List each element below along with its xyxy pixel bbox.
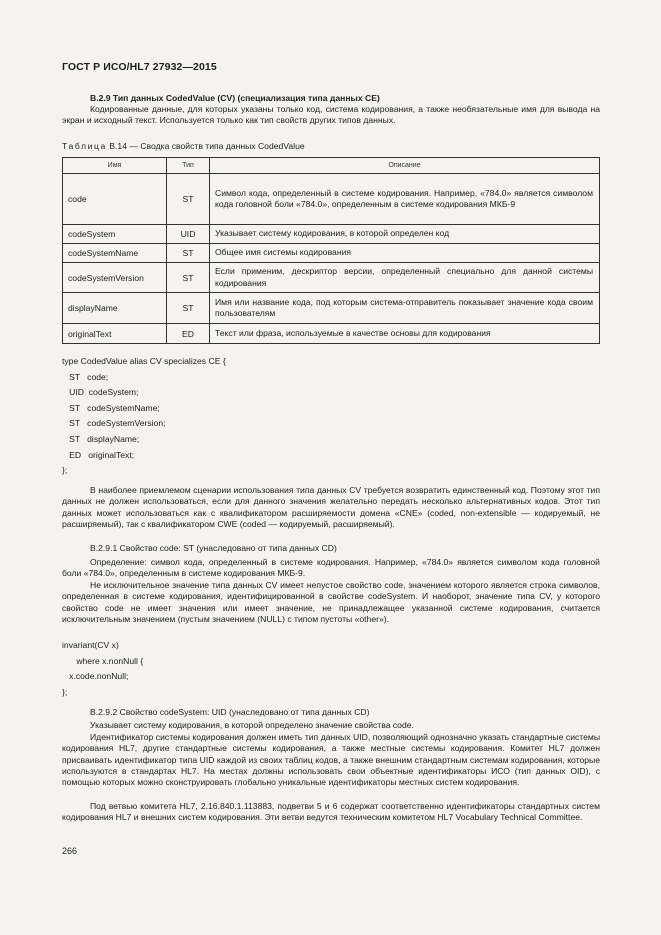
caption-prefix: Таблица: [62, 141, 107, 151]
section-intro: Кодированные данные, для которых указаны только код, система кодирования, а также необязательные имя для вывода на экран и исходный текст. Используется только как тип свойств других типов данных.: [62, 104, 600, 126]
code-line: UID codeSystem;: [62, 387, 139, 398]
paragraph: Под ветвью комитета HL7, 2.16.840.1.113883, подветви 5 и 6 содержат соответственно идентификаторы стандартных систем кодирования HL7 и внешних систем кодирования. Эти ветви ведутся техническим комитетом HL7 Vocabulary Technical Committee.: [62, 801, 600, 823]
col-header-description: Описание: [210, 158, 600, 174]
cell-description: Указывает систему кодирования, в которой определен код: [210, 225, 600, 244]
cell-description: Текст или фраза, используемые в качестве основы для кодирования: [210, 324, 600, 344]
code-block-type-definition: [62, 354, 226, 479]
code-line: invariant(CV x): [62, 640, 119, 650]
cell-type: UID: [167, 225, 210, 244]
cell-name: codeSystem: [63, 225, 167, 244]
code-line: x.code.nonNull;: [62, 671, 129, 682]
table-row: [63, 324, 600, 344]
cell-type: ED: [167, 324, 210, 344]
paragraph: Определение: символ кода, определенный в системе кодирования. Например, «784.0» является символом кода головной боли «784.0», определенным в системе кодирования МКБ-9.: [62, 557, 600, 579]
code-line: type CodedValue alias CV specializes CE {: [62, 356, 226, 366]
page-number: 266: [62, 846, 78, 856]
table-row: [63, 263, 600, 293]
code-block-invariant: [62, 638, 143, 700]
cell-name: originalText: [63, 324, 167, 344]
code-line: ST codeSystemVersion;: [62, 418, 166, 429]
cell-type: ST: [167, 263, 210, 293]
code-line: ST codeSystemName;: [62, 402, 160, 413]
cell-description: Символ кода, определенный в системе кодирования. Например, «784.0» является символом кода головной боли «784.0», определенным в системе кодирования МКБ-9: [210, 174, 600, 225]
caption-text: В.14 — Сводка свойств типа данных CodedValue: [106, 141, 305, 151]
cell-type: ST: [167, 174, 210, 225]
col-header-name: Имя: [63, 158, 167, 174]
cell-name: code: [63, 174, 167, 225]
code-line: ED originalText;: [62, 449, 135, 460]
col-header-type: Тип: [167, 158, 210, 174]
table-row: [63, 293, 600, 324]
cell-name: displayName: [63, 293, 167, 324]
properties-table: [62, 157, 600, 344]
cell-description: Общее имя системы кодирования: [210, 244, 600, 263]
cell-name: codeSystemName: [63, 244, 167, 263]
paragraph: Указывает систему кодирования, в которой определено значение свойства code.: [90, 720, 414, 730]
code-line: };: [62, 465, 68, 476]
code-line: ST code;: [62, 371, 109, 382]
document-header: ГОСТ Р ИСО/HL7 27932—2015: [62, 61, 217, 73]
subsection-title: B.2.9.1 Свойство code: ST (унаследовано от типа данных CD): [90, 543, 337, 553]
paragraph: В наиболее приемлемом сценарии использования типа данных CV требуется возвратить единственный код. Поэтому этот тип данных не должен использоваться, если для данного значения желательно передать несколько альтернативных кодов. Этот тип данных может использоваться как с квалификатором расширяемости домена «CNE» (coded, non-extensible — кодируемый, не расширяемый), так с квалификатором CWE (coded — кодируемый, расширяемый).: [62, 485, 600, 529]
table-row: [63, 174, 600, 225]
code-line: };: [62, 686, 68, 697]
cell-description: Имя или название кода, под которым система-отправитель показывает значение кода своим пользователям: [210, 293, 600, 324]
cell-type: ST: [167, 293, 210, 324]
code-line: where x.nonNull {: [62, 655, 144, 666]
section-title: B.2.9 Тип данных CodedValue (CV) (специализация типа данных CE): [90, 93, 380, 103]
paragraph: Не исключительное значение типа данных CV имеет непустое свойство code, значением которого является строка символов, определенная в системе кодирования, идентифицированной в свойстве codeSystem. И наоборот, значение типа CV, у которого свойство code не имеет значения или имеет значение, не принадлежащее указанной системе кодирования, считается исключительным значением (пустым значением (NULL) с типом пустоты «other»).: [62, 580, 600, 624]
cell-name: codeSystemVersion: [63, 263, 167, 293]
cell-type: ST: [167, 244, 210, 263]
table-caption: [62, 141, 305, 151]
cell-description: Если применим, дескриптор версии, определенный специально для данной системы кодирования: [210, 263, 600, 293]
code-line: ST displayName;: [62, 433, 140, 444]
table-header-row: [63, 158, 600, 174]
table-row: [63, 244, 600, 263]
table-row: [63, 225, 600, 244]
paragraph: Идентификатор системы кодирования должен иметь тип данных UID, позволяющий однозначно указать стандартные системы кодирования HL7, другие стандартные системы кодирования, а также местные системы кодирования. Комитет HL7 должен присваивать идентификатор типа UID каждой из своих таблиц кодов, а также внешним стандартным системам кодирования, которые используются в стандартах HL7. На местах должны использовать свои объектные идентификаторы ИСО (тип данных OID), с помощью которых можно сконструировать глобально уникальные идентификаторы местных систем кодирования.: [62, 732, 600, 788]
subsection-title: B.2.9.2 Свойство codeSystem: UID (унаследовано от типа данных CD): [90, 707, 370, 717]
